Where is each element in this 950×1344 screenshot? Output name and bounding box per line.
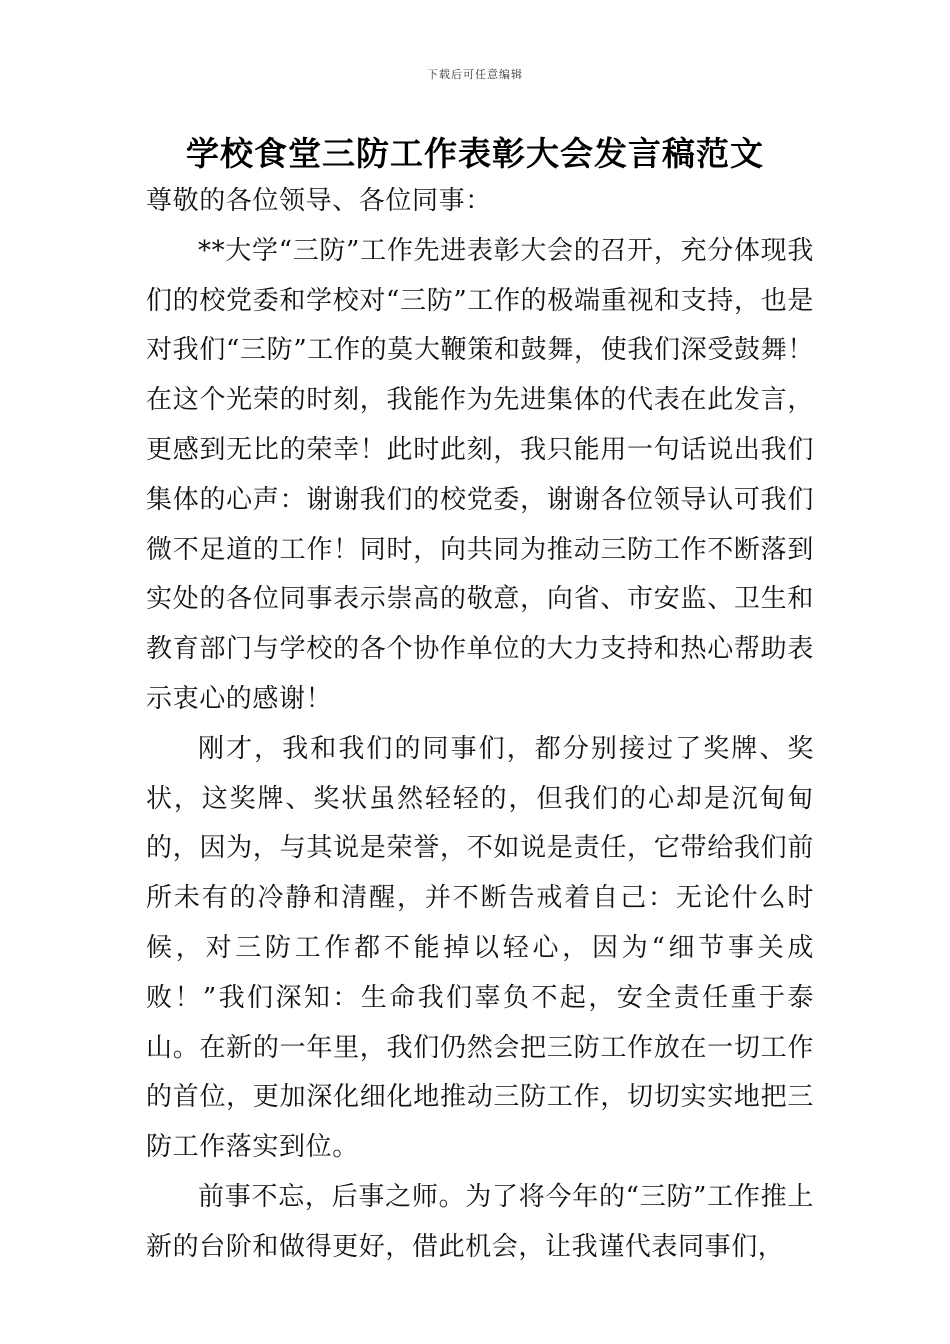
- document-title: 学校食堂三防工作表彰大会发言稿范文: [186, 134, 764, 173]
- paragraph-1: **大学“三防”工作先进表彰大会的召开，充分体现我们的校党委和学校对“三防”工作的极端重视和支持，也是对我们“三防”工作的莫大鞭策和鼓舞，使我们深受鼓舞！在这个光荣的时刻，我能作为先进集体的代表在此发言，更感到无比的荣幸！此时此刻，我只能用一句话说出我们集体的心声：谢谢我们的校党委，谢谢各位领导认可我们微不足道的工作！同时，向共同为推动三防工作不断落到实处的各位同事表示崇高的敬意，向省、市安监、卫生和教育部门与学校的各个协作单位的大力支持和热心帮助表示衷心的感谢！: [146, 235, 814, 714]
- salutation: 尊敬的各位领导、各位同事：: [146, 186, 492, 216]
- paragraph-2: 刚才，我和我们的同事们，都分别接过了奖牌、奖状，这奖牌、奖状虽然轻轻的，但我们的心却是沉甸甸的，因为，与其说是荣誉，不如说是责任，它带给我们前所未有的冷静和清醒，并不断告戒着自己：无论什么时候，对三防工作都不能掉以轻心，因为“细节事关成败！”我们深知：生命我们辜负不起，安全责任重于泰山。在新的一年里，我们仍然会把三防工作放在一切工作的首位，更加深化细化地推动三防工作，切切实实地把三防工作落实到位。: [146, 733, 814, 1163]
- document-body: [146, 177, 814, 1273]
- paragraph-3: 前事不忘，后事之师。为了将今年的“三防”工作推上新的台阶和做得更好，借此机会，让我谨代表同事们，: [146, 1181, 814, 1262]
- header-note: 下载后可任意编辑: [427, 68, 523, 81]
